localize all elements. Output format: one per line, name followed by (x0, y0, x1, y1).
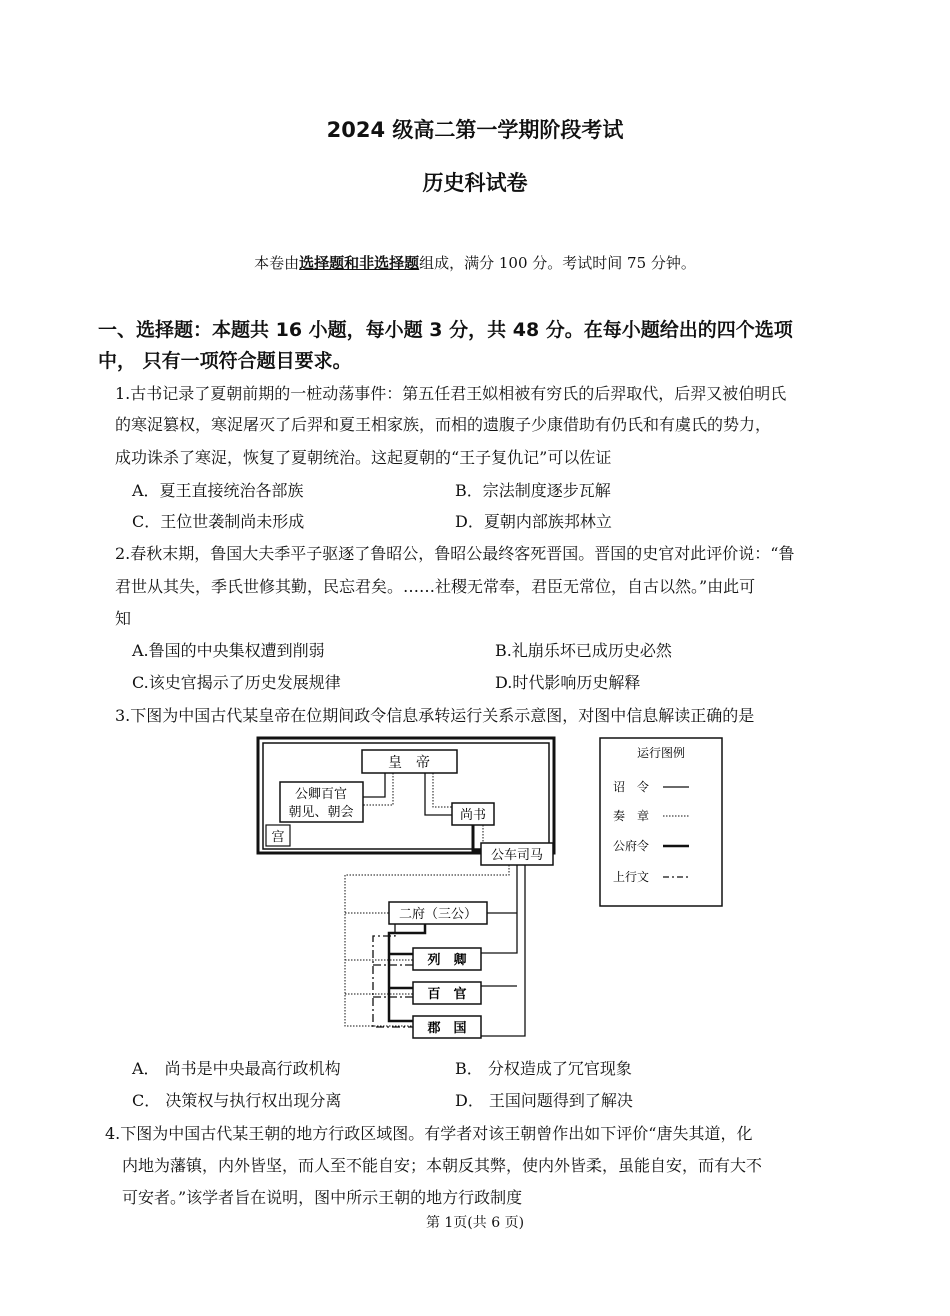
intro-post: 组成，满分 100 分。考试时间 75 分钟。 (419, 254, 696, 272)
q1-option-d: D．夏朝内部族邦林立 (455, 512, 612, 531)
gongche-label: 公车司马 (490, 848, 544, 863)
baiguan-label: 百 官 (427, 987, 467, 1002)
q2-text-line2: 君世从其失，季氏世修其勤，民忘君矣。……社稷无常奉，君臣无常位，自古以然。”由此可 (115, 577, 756, 596)
q3-diagram (255, 733, 730, 1045)
q2-text-line3: 知 (115, 609, 132, 628)
q1-option-b: B．宗法制度逐步瓦解 (455, 481, 611, 500)
legend-office-label: 公府令 (613, 839, 650, 853)
legend-memorial-label: 奏 章 (613, 809, 650, 823)
q2-option-d: D.时代影响历史解释 (495, 673, 641, 692)
q3-option-b: B． 分权造成了冗官现象 (455, 1059, 632, 1078)
junguo-label: 郡 国 (427, 1021, 467, 1036)
exam-intro (0, 252, 950, 273)
q4-text-line3: 可安者。”该学者旨在说明，图中所示王朝的地方行政制度 (122, 1188, 523, 1207)
legend-upward-label: 上行文 (613, 870, 650, 884)
palace-label: 宫 (271, 830, 285, 845)
q3-option-a: A． 尚书是中央最高行政机构 (132, 1059, 341, 1078)
exam-title: 2024 级高二第一学期阶段考试 (326, 118, 624, 142)
legend-edict-label: 诏 令 (613, 780, 650, 794)
lieqing-label: 列 卿 (427, 953, 467, 968)
q1-text-line1: 1.古书记录了夏朝前期的一桩动荡事件：第五任君王姒相被有穷氏的后羿取代，后羿又被伯明氏 (115, 384, 787, 403)
q1-option-a: A．夏王直接统治各部族 (132, 481, 304, 500)
q3-text-line1: 3.下图为中国古代某皇帝在位期间政令信息承转运行关系示意图，对图中信息解读正确的是 (115, 706, 755, 725)
q4-text-line2: 内地为藩镇，内外皆坚，而人至不能自安；本朝反其弊，使内外皆柔，虽能自安，而有大不 (122, 1156, 763, 1175)
q1-text-line2: 的寒浞篡权，寒浞屠灭了后羿和夏王相家族，而相的遗腹子少康借助有仍氏和有虞氏的势力， (115, 415, 772, 434)
q2-option-a: A.鲁国的中央集权遭到削弱 (132, 641, 325, 660)
legend-title: 运行图例 (636, 746, 686, 760)
q4-text-line1: 4.下图为中国古代某王朝的地方行政区域图。有学者对该王朝曾作出如下评价“唐失其道，化 (105, 1124, 753, 1143)
q2-option-b: B.礼崩乐坏已成历史必然 (495, 641, 672, 660)
officials-label-line2: 朝见、朝会 (288, 805, 354, 820)
page-number: 第 1页(共 6 页) (425, 1215, 525, 1231)
officials-label-line1: 公卿百官 (294, 787, 348, 802)
emperor-label: 皇 帝 (388, 755, 430, 771)
shangshu-label: 尚书 (459, 808, 487, 823)
q3-option-c: C． 决策权与执行权出现分离 (132, 1091, 342, 1110)
exam-subtitle: 历史科试卷 (422, 171, 528, 195)
q3-option-d: D． 王国问题得到了解决 (455, 1091, 633, 1110)
q1-text-line3: 成功诛杀了寒浞，恢复了夏朝统治。这起夏朝的“王子复仇记”可以佐证 (115, 448, 612, 467)
q2-option-c: C.该史官揭示了历史发展规律 (132, 673, 341, 692)
erfu-label: 二府（三公） (398, 907, 478, 922)
intro-pre: 本卷由 (254, 254, 300, 272)
q2-text-line1: 2.春秋末期，鲁国大夫季平子驱逐了鲁昭公，鲁昭公最终客死晋国。晋国的史官对此评价说：“鲁 (115, 544, 795, 563)
section1-heading-line2: 中， 只有一项符合题目要求。 (98, 350, 352, 372)
q1-option-c: C．王位世袭制尚未形成 (132, 512, 305, 531)
intro-emphasis: 选择题和非选择题 (299, 254, 420, 272)
section1-heading-line1: 一、选择题：本题共 16 小题，每小题 3 分，共 48 分。在每小题给出的四个选项 (98, 319, 793, 341)
